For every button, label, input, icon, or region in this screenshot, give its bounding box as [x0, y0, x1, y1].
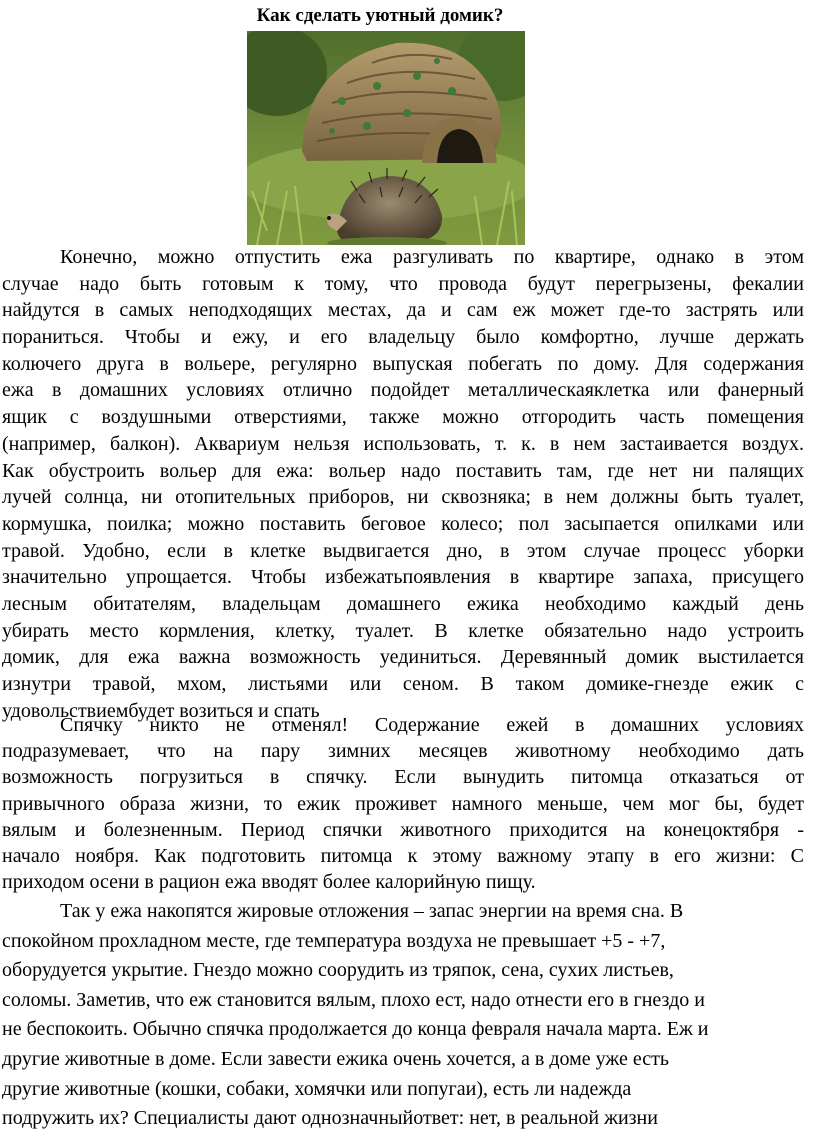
- text-line: убирать место кормления, клетку, туалет. В клетке обязательно надо устроить: [2, 619, 804, 642]
- paragraph-3: [2, 897, 804, 1134]
- text-line: найдутся в самых неподходящих местах, да и сам еж может где-то застрять или: [2, 299, 804, 322]
- text-line: кормушка, поилка; можно поставить беговое колесо; пол засыпается опилками или: [2, 512, 804, 535]
- text-line: домик, для ежа важна возможность уединиться. Деревянный домик выстилается: [2, 646, 804, 669]
- text-line: вялым и болезненным. Период спячки животного приходится на конецоктября -: [2, 818, 804, 841]
- text-line: ежа в домашних условиях отлично подойдет металлическаяклетка или фанерный: [2, 379, 804, 402]
- text-line: подразумевает, что на пару зимних месяцев животному необходимо дать: [2, 740, 804, 763]
- text-line: Спячку никто не отменял! Содержание ежей в домашних условиях: [60, 714, 804, 736]
- hedgehog-house-photo: [247, 31, 525, 245]
- paragraph-1: [2, 244, 804, 724]
- text-line: оборудуется укрытие. Гнездо можно соорудить из тряпок, сена, сухих листьев,: [2, 959, 674, 982]
- text-line: Как обустроить вольер для ежа: вольер надо поставить там, где нет ни палящих: [2, 459, 804, 482]
- text-line: (например, балкон). Аквариум нельзя использовать, т. к. в нем застаивается воздух.: [2, 432, 804, 455]
- text-line: Конечно, можно отпустить ежа разгуливать по квартире, однако в этом: [60, 246, 804, 268]
- text-line: Так у ежа накопятся жировые отложения – запас энергии на время сна. В: [60, 900, 684, 922]
- text-line: приходом осени в рацион ежа вводят более калорийную пищу.: [2, 871, 536, 894]
- text-line: травой. Удобно, если в клетке выдвигается дно, в этом случае процесс уборки: [2, 539, 804, 562]
- text-line: значительно упрощается. Чтобы избежатьпоявления в квартире запаха, присущего: [2, 566, 804, 589]
- text-line: начало ноября. Как подготовить питомца к этому важному этапу в его жизни: С: [2, 844, 804, 867]
- text-line: колючего друга в вольере, регулярно выпуская побегать по дому. Для содержания: [2, 352, 804, 375]
- text-line: другие животные в доме. Если завести ежика очень хочется, а в доме уже есть: [2, 1047, 669, 1070]
- text-line: спокойном прохладном месте, где температура воздуха не превышает +5 - +7,: [2, 929, 666, 952]
- text-line: удовольствиембудет возиться и спать: [2, 699, 320, 722]
- text-line: подружить их? Специалисты дают однозначныйответ: нет, в реальной жизни: [2, 1107, 658, 1130]
- text-line: другие животные (кошки, собаки, хомячки или попугаи), есть ли надежда: [2, 1077, 632, 1100]
- text-line: возможность погрузиться в спячку. Если вынудить питомца отказаться от: [2, 766, 804, 789]
- text-line: ящик с воздушными отверстиями, также можно отгородить часть помещения: [2, 406, 804, 429]
- text-line: не беспокоить. Обычно спячка продолжается до конца февраля начала марта. Еж и: [2, 1018, 709, 1041]
- text-line: изнутри травой, мхом, листьями или сеном. В таком домике-гнезде ежик с: [2, 673, 804, 695]
- text-line: лучей солнца, ни отопительных приборов, ни сквозняка; в нем должны быть туалет,: [2, 486, 804, 509]
- hedgehog-house-illustration: [247, 31, 525, 245]
- text-line: пораниться. Чтобы и ежу, и его владельцу было комфортно, лучше держать: [2, 326, 804, 349]
- text-line: соломы. Заметив, что еж становится вялым, плохо ест, надо отнести его в гнездо и: [2, 988, 705, 1011]
- paragraph-2: [2, 712, 804, 895]
- text-line: привычного образа жизни, то ежик проживет намного меньше, чем мог бы, будет: [2, 792, 804, 815]
- text-line: лесным обитателям, владельцам домашнего ежика необходимо каждый день: [2, 592, 804, 615]
- text-line: случае надо быть готовым к тому, что провода будут перегрызены, фекалии: [2, 272, 804, 295]
- page-title: Как сделать уютный домик?: [256, 5, 504, 26]
